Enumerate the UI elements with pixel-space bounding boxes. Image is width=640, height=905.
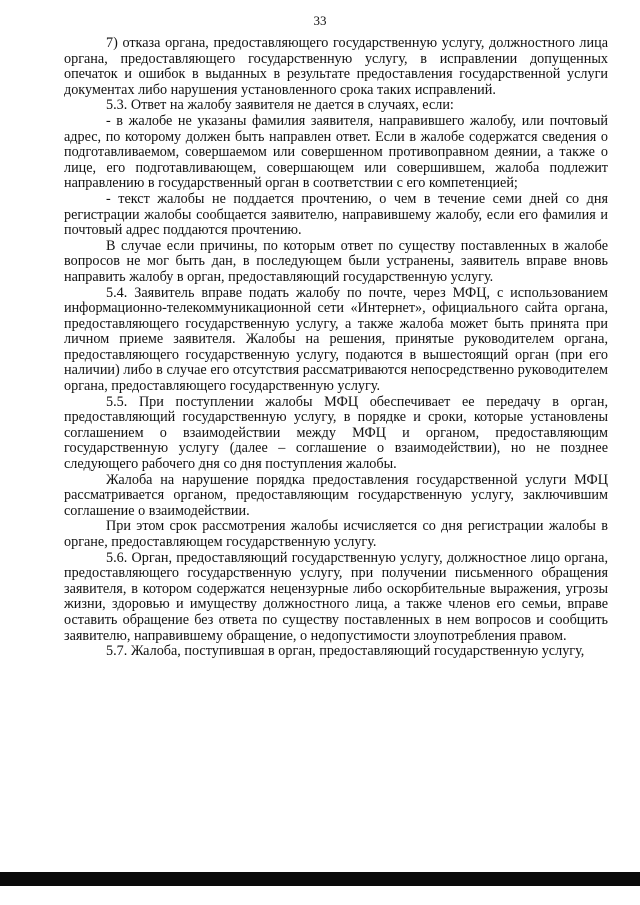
document-body [64, 36, 608, 660]
paragraph-5-3-case-no-name: - в жалобе не указаны фамилия заявителя, направившего жалобу, или почтовый адрес, по которому должен быть направлен ответ. Если в жалобе содержатся сведения о подготавливаемом, совершаемом или совершенном противоправном деянии, а также о лице, его подготавливающем, совершающем или совершившем, жалоба подлежит направлению в государственный орган в соответствии с его компетенцией; [64, 112, 608, 192]
paragraph-5-3-case-unreadable: - текст жалобы не поддается прочтению, о чем в течение семи дней со дня регистрации жалобы сообщается заявителю, направившему жалобу, если его фамилия и почтовый адрес поддаются прочтению. [64, 190, 608, 239]
paragraph-resubmission: В случае если причины, по которым ответ по существу поставленных в жалобе вопросов не мог быть дан, в последующем были устранены, заявитель вправе вновь направить жалобу в орган, предоставляющий государственную услугу. [64, 237, 608, 285]
paragraph-5-5: 5.5. При поступлении жалобы МФЦ обеспечивает ее передачу в орган, предоставляющий государственную услугу, в порядке и сроки, которые установлены соглашением о взаимодействии между МФЦ и органом, предоставляющим государственную услугу (далее – соглашение о взаимодействии), но не позднее следующего рабочего дня со дня поступления жалобы. [64, 393, 608, 473]
paragraph-review-term: При этом срок рассмотрения жалобы исчисляется со дня регистрации жалобы в органе, предоставляющем государственную услугу. [64, 518, 608, 550]
paragraph-item-7-refusal: 7) отказа органа, предоставляющего государственную услугу, должностного лица органа, предоставляющего государственную услугу, в исправлении допущенных опечаток и ошибок в выданных в результате предоставления государственной услуги документах либо нарушения установленного срока таких исправлений. [64, 35, 608, 98]
paragraph-5-3-heading: 5.3. Ответ на жалобу заявителя не дается в случаях, если: [106, 97, 454, 114]
scan-bottom-edge [0, 872, 640, 886]
page-number: 33 [313, 13, 327, 28]
paragraph-mfc-complaint: Жалоба на нарушение порядка предоставления государственной услуги МФЦ рассматривается органом, предоставляющим государственную услугу, заключившим соглашение о взаимодействии. [64, 471, 608, 519]
paragraph-5-7: 5.7. Жалоба, поступившая в орган, предоставляющий государственную услугу, [106, 643, 585, 660]
paragraph-5-6: 5.6. Орган, предоставляющий государственную услугу, должностное лицо органа, предоставляющего государственную услугу, при получении письменного обращения заявителя, в котором содержатся нецензурные либо оскорбительные выражения, угрозы жизни, здоровью и имуществу должностного лица, а также членов его семьи, вправе оставить обращение без ответа по существу поставленных в нем вопросов и сообщить заявителю, направившему обращение, о недопустимости злоупотребления правом. [64, 549, 608, 644]
paragraph-5-4: 5.4. Заявитель вправе подать жалобу по почте, через МФЦ, с использованием информационно-телекоммуникационной сети «Интернет», официального сайта органа, предоставляющего государственную услугу, а также жалоба может быть принята при личном приеме заявителя. Жалобы на решения, принятые руководителем органа, предоставляющего государственную услугу, подаются в вышестоящий орган (при его наличии) либо в случае его отсутствия рассматриваются непосредственно руководителем органа, предоставляющего государственную услугу. [64, 284, 608, 395]
